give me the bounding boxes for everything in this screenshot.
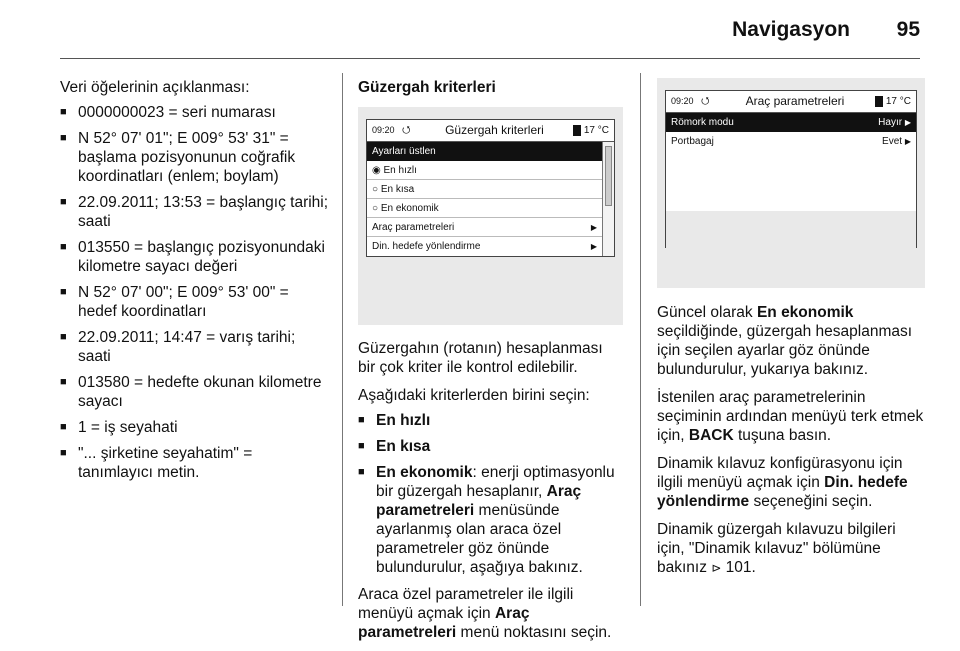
scrollbar[interactable]: [602, 142, 614, 256]
paragraph: Araca özel parametreler ile ilgili menüyü açmak için Araç parametreleri menü noktasını seçin.: [358, 586, 612, 641]
screen-header: [367, 120, 614, 142]
column-divider-2: [640, 73, 641, 606]
list-item: ■ 013580 = hedefte okunan kilometre sayacı: [60, 373, 330, 411]
chevron-right-icon: ▶: [904, 137, 911, 146]
list-item: ■ "... şirketine seyahatim" = tanımlayıcı metin.: [60, 444, 330, 482]
list-item: ■ 22.09.2011; 13:53 = başlangıç tarihi; saati: [60, 193, 330, 231]
thermometer-icon: [875, 96, 883, 107]
header-divider: [60, 58, 920, 59]
temperature: 17 °C: [573, 121, 609, 140]
vehicle-parameters-screenshot: [657, 78, 925, 288]
menu-item-economic[interactable]: ○ En ekonomik: [367, 199, 602, 218]
vehicle-parameters-menu: [666, 113, 916, 151]
temperature: 17 °C: [875, 92, 911, 111]
menu-item-dynamic-guidance[interactable]: Din. hedefe yönlendirme ▶: [367, 237, 602, 256]
navigation-icon: ⭯: [402, 125, 411, 136]
list-item: ■ N 52° 07' 00"; E 009° 53' 00" = hedef koordinatları: [60, 283, 330, 321]
list-item: ■ En hızlı: [358, 411, 623, 430]
data-items-list: [60, 103, 330, 482]
column-1: [60, 78, 330, 490]
chevron-right-icon: ▶: [590, 242, 597, 251]
screen-title: Güzergah kriterleri: [445, 123, 544, 137]
paragraph: Aşağıdaki kriterlerden birini seçin:: [358, 387, 590, 404]
radio-icon: ○: [372, 202, 379, 214]
screen-time: 09:20: [671, 96, 694, 106]
list-item: ■ 0000000023 = seri numarası: [60, 103, 330, 122]
radio-icon: ○: [372, 183, 379, 195]
list-item: ■ 013550 = başlangıç pozisyonundaki kilometre sayacı değeri: [60, 238, 330, 276]
route-criteria-screen: [366, 119, 615, 257]
menu-item-shortest[interactable]: ○ En kısa: [367, 180, 602, 199]
menu-item-trailer-mode[interactable]: Römork modu Hayır ▶: [666, 113, 916, 132]
paragraph: Güzergahın (rotanın) hesaplanması bir çok kriter ile kontrol edilebilir.: [358, 340, 603, 376]
chevron-right-icon: ▶: [904, 118, 911, 127]
intro-text: Veri öğelerinin açıklanması:: [60, 79, 250, 96]
screen-header: [666, 91, 916, 113]
list-item: ■ En ekonomik: enerji optimasyonlu bir güzergah hesaplanır, Araç parametreleri menüsünde ayarlanmış olan araca özel parametreler göz önünde bulundurulur, aşağıya bakınız.: [358, 463, 623, 577]
chevron-right-icon: ▶: [590, 222, 597, 232]
page-reference-arrow-icon: ⊳: [711, 561, 722, 575]
column-2: [358, 78, 623, 651]
paragraph: Dinamik güzergah kılavuzu bilgileri için, "Dinamik kılavuz" bölümüne bakınız ⊳ 101.: [657, 521, 896, 576]
menu-item-roof-rack[interactable]: Portbagaj Evet ▶: [671, 136, 911, 147]
column-divider-1: [342, 73, 343, 606]
page-number: 95: [896, 18, 920, 41]
route-criteria-screenshot: [358, 107, 623, 325]
menu-item-vehicle-parameters[interactable]: Araç parametreleri ▶: [367, 218, 602, 237]
paragraph: Dinamik kılavuz konfigürasyonu için ilgili menüyü açmak için Din. hedefe yönlendirme seçeneğini seçin.: [657, 455, 908, 510]
section-heading: Güzergah kriterleri: [358, 79, 496, 96]
screen-title: Araç parametreleri: [745, 94, 845, 108]
screen-time: 09:20: [372, 125, 395, 135]
list-item: ■ 22.09.2011; 14:47 = varış tarihi; saati: [60, 328, 330, 366]
paragraph: İstenilen araç parametrelerinin seçiminin ardından menüyü terk etmek için, BACK tuşuna basın.: [657, 389, 924, 444]
navigation-icon: ⭯: [701, 96, 710, 107]
menu-item-apply-settings[interactable]: Ayarları üstlen: [367, 142, 602, 161]
list-item: ■ 1 = iş seyahati: [60, 418, 330, 437]
list-item: ■ N 52° 07' 01"; E 009° 53' 31" = başlama pozisyonunun coğrafik koordinatları (enlem; boylam): [60, 129, 330, 186]
thermometer-icon: [573, 125, 581, 136]
criteria-menu: [367, 142, 602, 256]
menu-item-fastest[interactable]: ◉ En hızlı: [367, 161, 602, 180]
paragraph: Güncel olarak En ekonomik seçildiğinde, güzergah hesaplanması için seçilen ayarlar göz önünde bulundurulur, yukarıya bakınız.: [657, 304, 913, 378]
column-3: [657, 78, 925, 587]
scrollbar-thumb[interactable]: [605, 146, 612, 206]
list-item: ■ En kısa: [358, 437, 623, 456]
vehicle-parameters-screen: [665, 90, 917, 248]
radio-selected-icon: ◉: [372, 164, 381, 176]
criteria-list: [358, 411, 623, 577]
page-header-title: Navigasyon: [732, 18, 850, 41]
